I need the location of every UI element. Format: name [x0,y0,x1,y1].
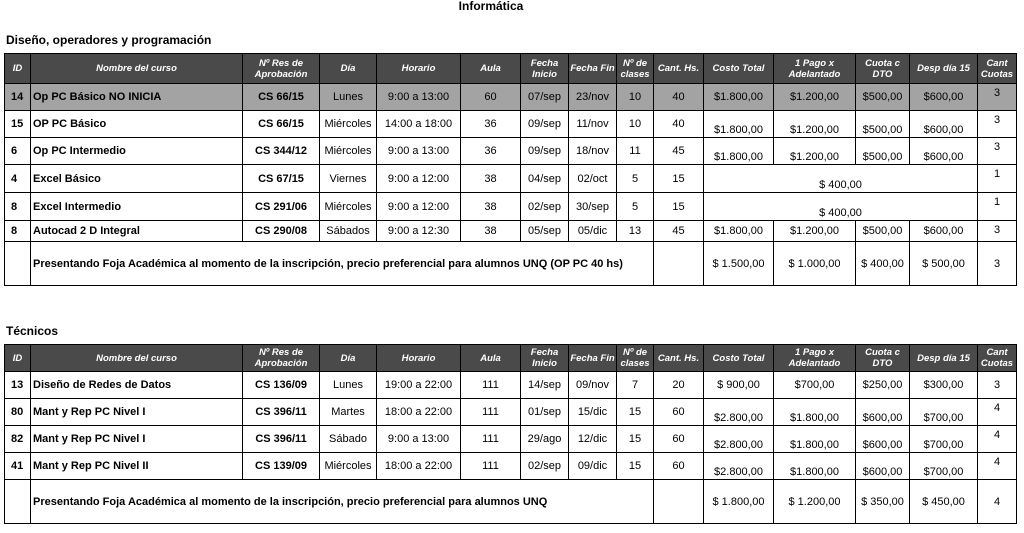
cell-horario: 9:00 a 12:00 [377,193,461,221]
cell-clases: 15 [617,453,654,480]
table-row [5,399,1017,426]
cell-cuotas: 1 [978,193,1017,221]
cell-aula: 38 [461,165,521,193]
column-header-horario: Horario [377,345,461,372]
cell-costo: $1.800,00 [704,84,774,111]
column-header-dia: Día [320,345,377,372]
column-header-res: Nº Res de Aprobación [243,345,320,372]
preferential-price-note: Presentando Foja Académica al momento de la inscripción, precio preferencial para alumnos UNQ (OP PC 40 hs) [31,242,654,286]
cell-fin: 23/nov [569,84,617,111]
note-desp: $ 500,00 [910,242,978,286]
note-costo: $ 1.500,00 [704,242,774,286]
cell-fin: 09/dic [569,453,617,480]
column-header-aula: Aula [461,54,521,84]
cell-pago: $1.200,00 [774,111,856,138]
cell-desp: $600,00 [910,138,978,165]
cell-cuota: $500,00 [856,138,910,165]
cell-hs: 20 [654,372,704,399]
note-blank-cell [5,480,31,524]
note-blank-cell [5,242,31,286]
cell-clases: 10 [617,111,654,138]
column-header-clases: Nº de clases [617,345,654,372]
cell-dia: Miércoles [320,111,377,138]
cell-hs: 45 [654,221,704,242]
cell-name: Diseño de Redes de Datos [31,372,243,399]
cell-clases: 11 [617,138,654,165]
cell-costo: $1.800,00 [704,138,774,165]
cell-pago: $1.800,00 [774,399,856,426]
cell-dia: Lunes [320,84,377,111]
cell-costo: $ 900,00 [704,372,774,399]
cell-cuotas: 3 [978,138,1017,165]
cell-name: Mant y Rep PC Nivel II [31,453,243,480]
cell-id: 6 [5,138,31,165]
cell-cuotas: 3 [978,372,1017,399]
cell-fin: 15/dic [569,399,617,426]
cell-name: Excel Intermedio [31,193,243,221]
section-title-tecnicos: Técnicos [6,324,59,338]
column-header-cuota: Cuota c DTO [856,345,910,372]
cell-pago: $1.800,00 [774,453,856,480]
cell-name: Op PC Básico NO INICIA [31,84,243,111]
column-header-cuotas: Cant Cuotas [978,54,1017,84]
cell-aula: 111 [461,426,521,453]
cell-desp: $700,00 [910,399,978,426]
cell-horario: 9:00 a 13:00 [377,84,461,111]
cell-clases: 15 [617,426,654,453]
cell-cuotas: 3 [978,221,1017,242]
cell-cuotas: 4 [978,453,1017,480]
cell-id: 8 [5,193,31,221]
cell-fin: 09/nov [569,372,617,399]
cell-hs: 15 [654,165,704,193]
cell-horario: 9:00 a 13:00 [377,138,461,165]
cell-res: CS 66/15 [243,111,320,138]
note-row [5,480,1017,524]
cell-inicio: 07/sep [521,84,569,111]
cell-hs: 60 [654,426,704,453]
note-cuotas: 4 [978,480,1017,524]
cell-id: 80 [5,399,31,426]
cell-res: CS 66/15 [243,84,320,111]
cell-inicio: 29/ago [521,426,569,453]
cell-inicio: 09/sep [521,111,569,138]
cell-res: CS 344/12 [243,138,320,165]
cell-clases: 10 [617,84,654,111]
cell-pago: $1.800,00 [774,426,856,453]
cell-dia: Miércoles [320,138,377,165]
cell-costo: $1.800,00 [704,221,774,242]
table-row [5,426,1017,453]
cell-res: CS 290/08 [243,221,320,242]
cell-cuotas: 4 [978,399,1017,426]
cell-hs: 40 [654,84,704,111]
table-row [5,453,1017,480]
note-cuota: $ 350,00 [856,480,910,524]
cell-aula: 36 [461,138,521,165]
note-empty-cell [654,480,704,524]
cell-dia: Sábado [320,426,377,453]
cell-pago: $1.200,00 [774,221,856,242]
column-header-res: Nº Res de Aprobación [243,54,320,84]
cell-id: 8 [5,221,31,242]
cell-inicio: 01/sep [521,399,569,426]
note-row [5,242,1017,286]
cell-name: Mant y Rep PC Nivel I [31,426,243,453]
cell-name: Mant y Rep PC Nivel I [31,399,243,426]
cell-hs: 60 [654,453,704,480]
column-header-costo: Costo Total [704,345,774,372]
column-header-aula: Aula [461,345,521,372]
column-header-fin: Fecha Fin [569,54,617,84]
cell-desp: $300,00 [910,372,978,399]
column-header-horario: Horario [377,54,461,84]
cell-horario: 9:00 a 12:30 [377,221,461,242]
cell-costo: $2.800,00 [704,453,774,480]
cell-price-merged: $ 400,00 [704,165,978,193]
cell-dia: Miércoles [320,193,377,221]
cell-id: 13 [5,372,31,399]
note-empty-cell [654,242,704,286]
cell-res: CS 67/15 [243,165,320,193]
cell-cuota: $500,00 [856,84,910,111]
section-title-diseno: Diseño, operadores y programación [6,33,212,47]
cell-res: CS 139/09 [243,453,320,480]
cell-aula: 36 [461,111,521,138]
cell-inicio: 05/sep [521,221,569,242]
cell-dia: Lunes [320,372,377,399]
note-cuotas: 3 [978,242,1017,286]
header-row [5,54,1017,84]
cell-hs: 15 [654,193,704,221]
cell-cuota: $600,00 [856,399,910,426]
cell-desp: $600,00 [910,84,978,111]
preferential-price-note: Presentando Foja Académica al momento de la inscripción, precio preferencial para alumnos UNQ [31,480,654,524]
column-header-name: Nombre del curso [31,54,243,84]
column-header-dia: Día [320,54,377,84]
cell-horario: 19:00 a 22:00 [377,372,461,399]
cell-cuota: $600,00 [856,426,910,453]
cell-aula: 60 [461,84,521,111]
cell-id: 82 [5,426,31,453]
cell-inicio: 09/sep [521,138,569,165]
cell-desp: $700,00 [910,453,978,480]
column-header-inicio: Fecha Inicio [521,345,569,372]
column-header-clases: Nº de clases [617,54,654,84]
cell-horario: 14:00 a 18:00 [377,111,461,138]
cell-fin: 11/nov [569,111,617,138]
courses-table-diseno [4,53,1017,286]
cell-cuota: $600,00 [856,453,910,480]
note-cuota: $ 400,00 [856,242,910,286]
table-row [5,372,1017,399]
column-header-cuota: Cuota c DTO [856,54,910,84]
cell-clases: 7 [617,372,654,399]
cell-cuota: $500,00 [856,221,910,242]
table-row [5,84,1017,111]
cell-clases: 15 [617,399,654,426]
cell-cuota: $250,00 [856,372,910,399]
cell-fin: 12/dic [569,426,617,453]
cell-aula: 111 [461,372,521,399]
column-header-pago: 1 Pago x Adelantado [774,54,856,84]
cell-inicio: 02/sep [521,193,569,221]
cell-id: 14 [5,84,31,111]
cell-cuotas: 1 [978,165,1017,193]
cell-costo: $2.800,00 [704,399,774,426]
column-header-costo: Costo Total [704,54,774,84]
cell-fin: 30/sep [569,193,617,221]
cell-fin: 02/oct [569,165,617,193]
cell-fin: 05/dic [569,221,617,242]
column-header-name: Nombre del curso [31,345,243,372]
table-row [5,221,1017,242]
cell-id: 15 [5,111,31,138]
column-header-inicio: Fecha Inicio [521,54,569,84]
cell-name: Excel Básico [31,165,243,193]
column-header-cuotas: Cant Cuotas [978,345,1017,372]
table-row [5,111,1017,138]
cell-price-merged: $ 400,00 [704,193,978,221]
cell-horario: 18:00 a 22:00 [377,453,461,480]
cell-desp: $700,00 [910,426,978,453]
cell-clases: 13 [617,221,654,242]
cell-horario: 9:00 a 12:00 [377,165,461,193]
cell-aula: 111 [461,453,521,480]
cell-horario: 9:00 a 13:00 [377,426,461,453]
column-header-fin: Fecha Fin [569,345,617,372]
table-row [5,193,1017,221]
cell-res: CS 136/09 [243,372,320,399]
cell-costo: $2.800,00 [704,426,774,453]
cell-desp: $600,00 [910,111,978,138]
note-desp: $ 450,00 [910,480,978,524]
column-header-pago: 1 Pago x Adelantado [774,345,856,372]
cell-dia: Viernes [320,165,377,193]
cell-cuotas: 3 [978,111,1017,138]
cell-name: Autocad 2 D Integral [31,221,243,242]
cell-clases: 5 [617,193,654,221]
cell-desp: $600,00 [910,221,978,242]
column-header-hs: Cant. Hs. [654,54,704,84]
cell-aula: 111 [461,399,521,426]
cell-cuotas: 4 [978,426,1017,453]
cell-res: CS 291/06 [243,193,320,221]
courses-table-tecnicos [4,344,1017,524]
cell-res: CS 396/11 [243,399,320,426]
cell-dia: Miércoles [320,453,377,480]
cell-hs: 60 [654,399,704,426]
cell-dia: Sábados [320,221,377,242]
cell-aula: 38 [461,193,521,221]
table-row [5,138,1017,165]
column-header-id: ID [5,345,31,372]
cell-cuota: $500,00 [856,111,910,138]
cell-hs: 40 [654,111,704,138]
cell-fin: 18/nov [569,138,617,165]
cell-horario: 18:00 a 22:00 [377,399,461,426]
note-pago: $ 1.000,00 [774,242,856,286]
cell-pago: $700,00 [774,372,856,399]
cell-pago: $1.200,00 [774,138,856,165]
column-header-hs: Cant. Hs. [654,345,704,372]
cell-clases: 5 [617,165,654,193]
column-header-id: ID [5,54,31,84]
cell-inicio: 02/sep [521,453,569,480]
cell-name: Op PC Intermedio [31,138,243,165]
cell-res: CS 396/11 [243,426,320,453]
page-title: Informática [458,0,524,13]
column-header-desp: Desp día 15 [910,345,978,372]
note-pago: $ 1.200,00 [774,480,856,524]
cell-dia: Martes [320,399,377,426]
cell-id: 41 [5,453,31,480]
note-costo: $ 1.800,00 [704,480,774,524]
cell-inicio: 04/sep [521,165,569,193]
cell-costo: $1.800,00 [704,111,774,138]
cell-cuotas: 3 [978,84,1017,111]
cell-pago: $1.200,00 [774,84,856,111]
cell-id: 4 [5,165,31,193]
cell-name: OP PC Básico [31,111,243,138]
cell-inicio: 14/sep [521,372,569,399]
cell-hs: 45 [654,138,704,165]
column-header-desp: Desp día 15 [910,54,978,84]
header-row [5,345,1017,372]
table-row [5,165,1017,193]
cell-aula: 38 [461,221,521,242]
